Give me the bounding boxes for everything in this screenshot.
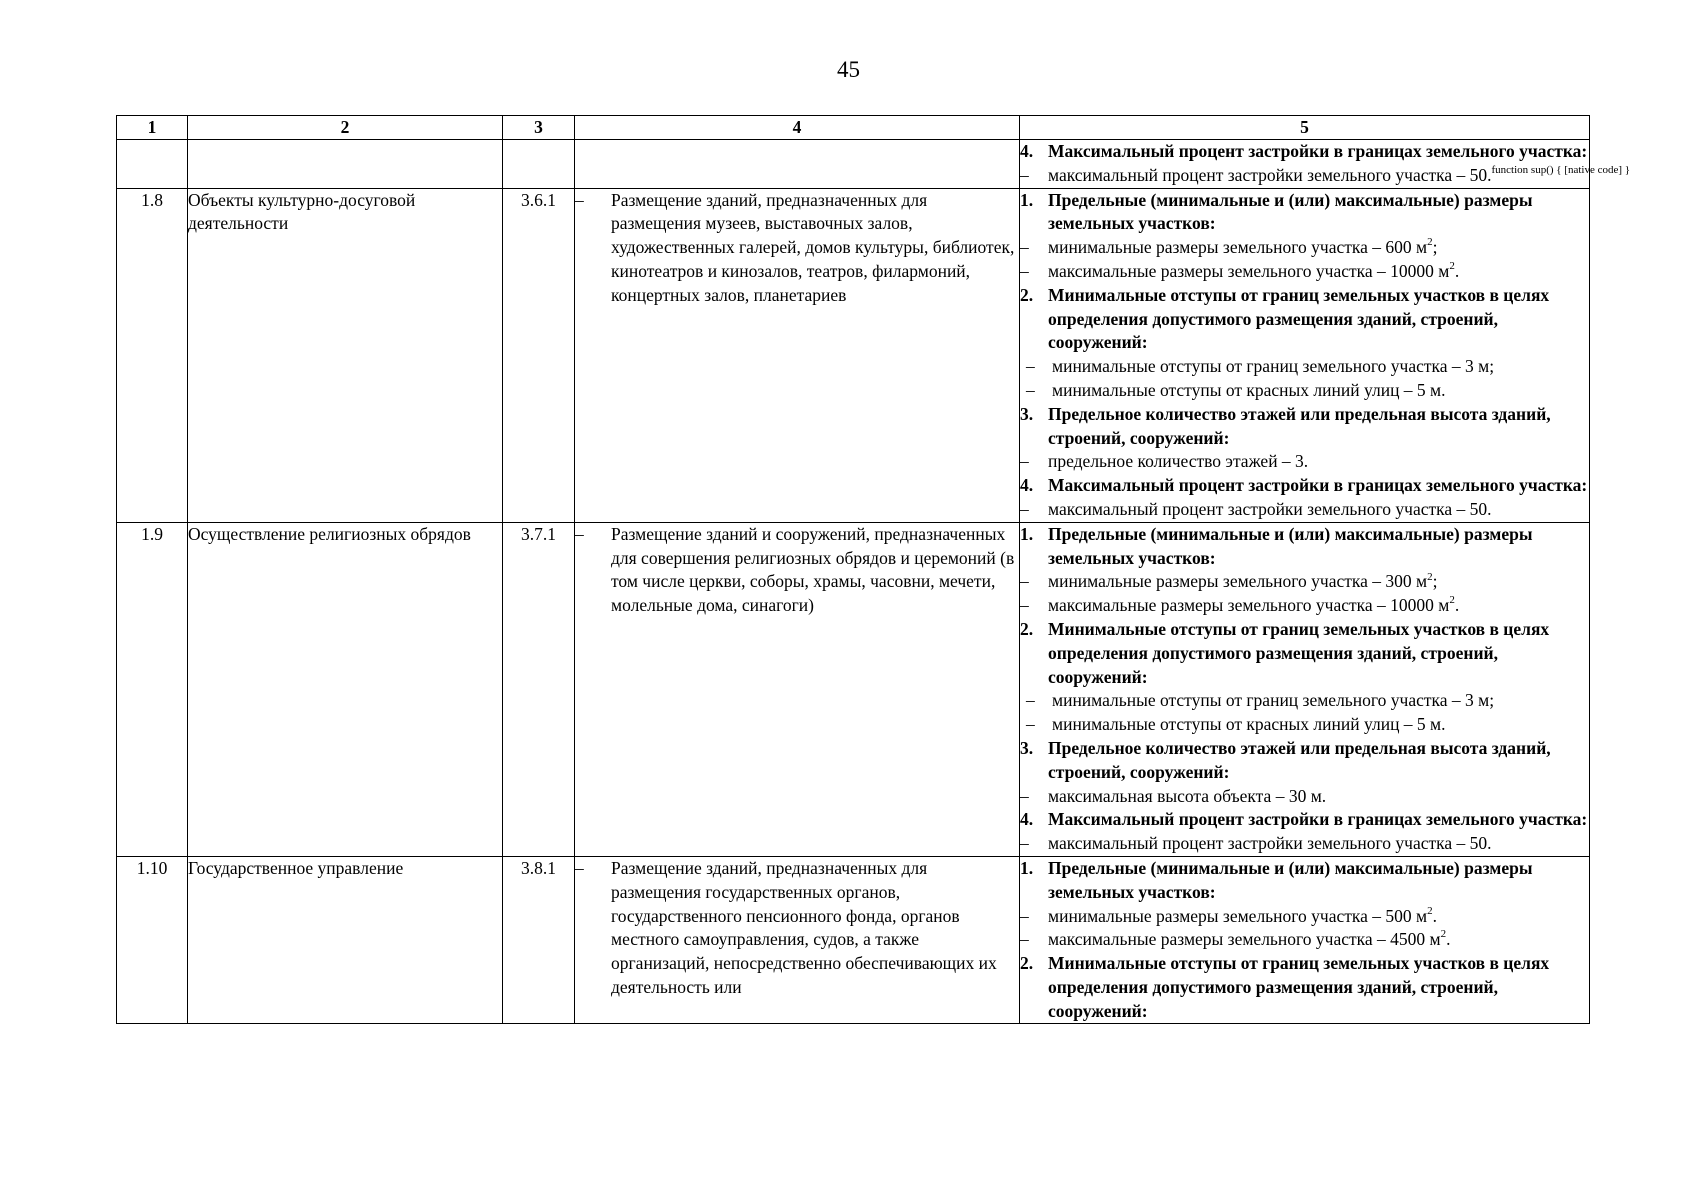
dash-marker: – [1020, 929, 1029, 950]
param-value-text: минимальные отступы от красных линий улиц – 5 м. [1052, 714, 1446, 735]
param-title: Минимальные отступы от границ земельных участков в целях определения допустимого размещения зданий, строений, сооружений: [1048, 618, 1550, 687]
header-col-4: 4 [575, 116, 1020, 140]
param-value [1020, 379, 1589, 403]
dash-marker: – [1020, 905, 1029, 926]
param-value-text: максимальные размеры земельного участка – 4500 $м^2$. [1048, 928, 1451, 950]
param-number: 1. [1020, 857, 1034, 878]
dash-marker: – [1020, 571, 1029, 592]
param-value-text: максимальные размеры земельного участка – 10000 $м^2$. [1048, 260, 1460, 281]
header-col-1: 1 [117, 116, 188, 140]
zoning-table [116, 115, 1631, 1024]
param-value-text: минимальные размеры земельного участка – 600 $м^2$; [1048, 236, 1438, 258]
superscript: 2 [1427, 904, 1433, 917]
row-number: 1.8 [117, 188, 188, 522]
param-heading [1020, 140, 1589, 164]
row-number: 1.9 [117, 522, 188, 856]
param-title: Максимальный процент застройки в границах земельного участка: [1048, 141, 1588, 161]
use-description [575, 522, 1020, 856]
use-name: Государственное управление [188, 856, 503, 1024]
param-value-text: максимальная высота объекта – 30 м. [1048, 785, 1327, 806]
params-cell [1020, 856, 1590, 1024]
dash-marker: – [1026, 379, 1035, 400]
dash-marker: – [1020, 164, 1029, 185]
superscript: 2 [1440, 928, 1447, 941]
param-value [1020, 928, 1589, 952]
use-code: 3.6.1 [503, 188, 575, 522]
dash-marker: – [1020, 498, 1029, 519]
header-col-5: 5 [1020, 116, 1590, 140]
param-title: Максимальный процент застройки в границах земельного участка: [1048, 809, 1588, 830]
param-value [1020, 355, 1589, 379]
continuation-row [117, 140, 1590, 189]
param-heading [1020, 737, 1589, 785]
param-heading [1020, 952, 1589, 1023]
params-cell [1020, 188, 1590, 522]
param-number: 1. [1020, 523, 1034, 544]
use-name: Осуществление религиозных обрядов [188, 522, 503, 856]
dash-marker: – [1020, 451, 1029, 472]
param-number: 4. [1020, 475, 1034, 496]
description-item [575, 189, 1019, 308]
param-value [1020, 785, 1589, 809]
param-value-text: минимальные размеры земельного участка – 300 $м^2$; [1048, 570, 1438, 592]
dash-marker: – [1020, 833, 1029, 854]
param-title: Минимальные отступы от границ земельных участков в целях определения допустимого размещения зданий, строений, сооружений: [1048, 284, 1550, 353]
description-text: Размещение зданий, предназначенных для размещения музеев, выставочных залов, художественных галерей, домов культуры, библиотек, кинотеатров и кинозалов, театров, филармоний, концертных залов, планетариев [611, 189, 1015, 305]
param-number: 3. [1020, 737, 1034, 758]
description-text: Размещение зданий и сооружений, предназначенных для совершения религиозных обрядов и церемоний (в том числе церкви, соборы, храмы, часовни, мечети, молельные дома, синагоги) [611, 523, 1015, 616]
param-heading [1020, 403, 1589, 451]
header-col-3: 3 [503, 116, 575, 140]
param-value [1020, 594, 1589, 618]
param-value [1020, 236, 1589, 260]
empty-cell [188, 140, 503, 189]
param-number: 2. [1020, 618, 1034, 639]
param-title: Максимальный процент застройки в границах земельного участка: [1048, 475, 1588, 496]
empty-cell [575, 140, 1020, 189]
empty-cell [117, 140, 188, 189]
header-col-2: 2 [188, 116, 503, 140]
use-description [575, 856, 1020, 1024]
param-value [1020, 498, 1589, 522]
superscript: 2 [1449, 260, 1455, 273]
dash-marker: – [1026, 690, 1035, 711]
use-code: 3.8.1 [503, 856, 575, 1024]
param-value [1020, 163, 1631, 188]
superscript: 2 [1449, 594, 1455, 607]
dash-marker: – [1026, 714, 1035, 735]
param-title: Предельное количество этажей или предельная высота зданий, строений, сооружений: [1048, 403, 1551, 448]
param-heading [1020, 857, 1589, 905]
param-number: 3. [1020, 403, 1034, 424]
param-value [1020, 832, 1589, 856]
param-value-text: максимальный процент застройки земельного участка – 50.$^{function sup() \{ [native code] \}}$ [1048, 163, 1631, 185]
dash-marker: – [575, 857, 584, 878]
param-title: Предельные (минимальные и (или) максимальные) размеры земельных участков: [1048, 523, 1533, 568]
param-value [1020, 570, 1589, 594]
params-cell [1020, 522, 1590, 856]
description-item [575, 857, 1019, 1000]
param-value-text: минимальные размеры земельного участка – 500 $м^2$. [1048, 904, 1437, 926]
param-title: Предельные (минимальные и (или) максимальные) размеры земельных участков: [1048, 857, 1533, 902]
param-heading [1020, 523, 1589, 571]
use-code: 3.7.1 [503, 522, 575, 856]
param-value-text: минимальные отступы от границ земельного участка – 3 м; [1052, 690, 1495, 711]
param-number: 2. [1020, 284, 1034, 305]
param-number: 2. [1020, 953, 1034, 974]
dash-marker: – [1020, 237, 1029, 258]
dash-marker: – [1020, 785, 1029, 806]
param-value [1020, 260, 1589, 284]
param-heading [1020, 808, 1589, 832]
param-title: Предельные (минимальные и (или) максимальные) размеры земельных участков: [1048, 189, 1533, 234]
param-value-text: максимальный процент застройки земельного участка – 50. [1048, 498, 1492, 519]
superscript: function sup() { [native code] } [1491, 163, 1631, 176]
param-value-text: предельное количество этажей – 3. [1048, 451, 1309, 472]
param-title: Минимальные отступы от границ земельных участков в целях определения допустимого размещения зданий, строений, сооружений: [1048, 953, 1550, 1021]
page-number: 45 [837, 57, 860, 82]
param-value [1020, 689, 1589, 713]
param-value [1020, 905, 1589, 929]
param-heading [1020, 284, 1589, 355]
param-value-text: минимальные отступы от границ земельного участка – 3 м; [1052, 356, 1495, 377]
param-heading [1020, 474, 1589, 498]
param-heading [1020, 189, 1589, 237]
description-item [575, 523, 1019, 618]
dash-marker: – [1026, 356, 1035, 377]
dash-marker: – [575, 523, 584, 544]
use-name: Объекты культурно-досуговой деятельности [188, 188, 503, 522]
dash-marker: – [575, 189, 584, 210]
superscript: 2 [1427, 570, 1433, 583]
param-value [1020, 713, 1589, 737]
empty-cell [503, 140, 575, 189]
param-value [1020, 450, 1589, 474]
param-number: 4. [1020, 141, 1034, 161]
param-title: Предельное количество этажей или предельная высота зданий, строений, сооружений: [1048, 737, 1551, 782]
param-value-text: максимальные размеры земельного участка – 10000 $м^2$. [1048, 594, 1460, 616]
dash-marker: – [1020, 595, 1029, 616]
table-row [117, 856, 1590, 1024]
param-value-text: минимальные отступы от красных линий улиц – 5 м. [1052, 379, 1446, 400]
param-number: 4. [1020, 809, 1034, 830]
table-row [117, 188, 1590, 522]
params-cell [1020, 140, 1631, 189]
superscript: 2 [1427, 236, 1433, 249]
header-row [117, 116, 1590, 140]
param-number: 1. [1020, 189, 1034, 210]
param-value-text: максимальный процент застройки земельного участка – 50. [1048, 833, 1492, 854]
dash-marker: – [1020, 260, 1029, 281]
use-description [575, 188, 1020, 522]
table-row [117, 522, 1590, 856]
param-heading [1020, 618, 1589, 689]
description-text: Размещение зданий, предназначенных для размещения государственных органов, государственного пенсионного фонда, органов местного самоуправления, судов, а также организаций, непосредственно обеспечивающих их деятельность или [611, 857, 997, 997]
row-number: 1.10 [117, 856, 188, 1024]
